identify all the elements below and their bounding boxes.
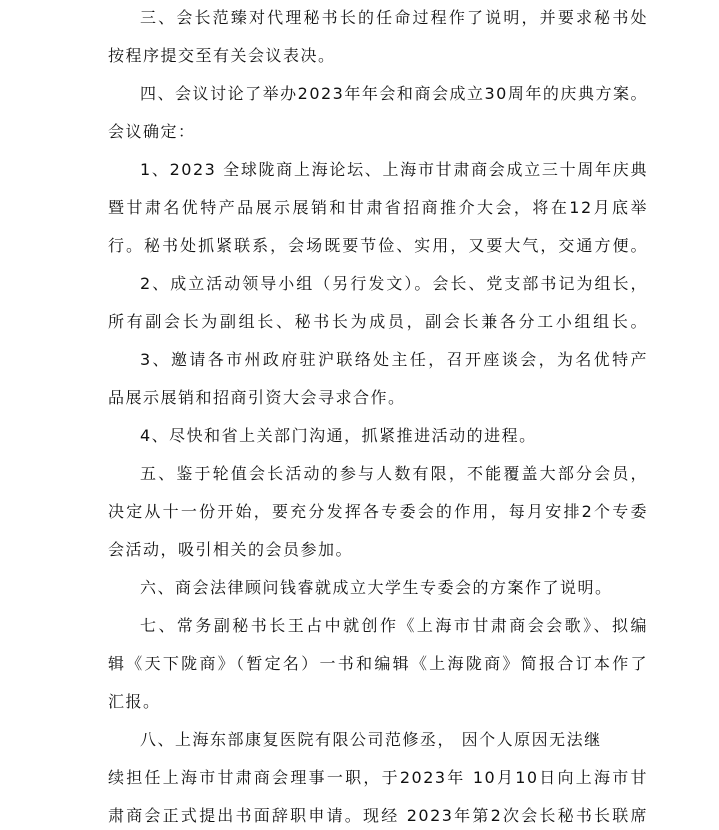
paragraph-5-line-3: 会活动，吸引相关的会员参加。	[108, 540, 354, 559]
paragraph-5-line-1: 五、鉴于轮值会长活动的参与人数有限，不能覆盖大部分会员，	[140, 464, 648, 483]
item-2-line-2: 所有副会长为副组长、秘书长为成员，副会长兼各分工小组组长。	[108, 312, 648, 331]
paragraph-6-line-1: 六、商会法律顾问钱睿就成立大学生专委会的方案作了说明。	[140, 578, 613, 597]
paragraph-7-line-1: 七、常务副秘书长王占中就创作《上海市甘肃商会会歌》、拟编	[140, 616, 648, 635]
item-3-line-2: 品展示展销和招商引资大会寻求合作。	[108, 388, 406, 407]
item-1-line-2: 暨甘肃名优特产品展示展销和甘肃省招商推介大会，将在12月底举	[108, 198, 648, 217]
paragraph-8-line-1: 八、上海东部康复医院有限公司范修丞， 因个人原因无法继	[140, 730, 602, 749]
paragraph-7-line-3: 汇报。	[108, 692, 161, 711]
paragraph-7-line-2: 辑《天下陇商》（暂定名）一书和编辑《上海陇商》简报合订本作了	[108, 654, 648, 673]
paragraph-4-line-2: 会议确定：	[108, 122, 196, 141]
paragraph-3-line-1: 三、会长范臻对代理秘书长的任命过程作了说明，并要求秘书处	[140, 8, 648, 27]
item-2-line-1: 2、成立活动领导小组（另行发文）。会长、党支部书记为组长，	[140, 274, 648, 293]
item-1-line-3: 行。秘书处抓紧联系，会场既要节俭、实用，又要大气，交通方便。	[108, 236, 648, 255]
paragraph-8-line-3: 肃商会正式提出书面辞职申请。现经 2023年第2次会长秘书长联席	[108, 806, 648, 825]
paragraph-3-line-2: 按程序提交至有关会议表决。	[108, 46, 336, 65]
item-4-line-1: 4、尽快和省上关部门沟通，抓紧推进活动的进程。	[140, 426, 537, 445]
paragraph-4-line-1: 四、会议讨论了举办2023年年会和商会成立30周年的庆典方案。	[140, 84, 648, 103]
item-1-line-1: 1、2023 全球陇商上海论坛、上海市甘肃商会成立三十周年庆典	[140, 160, 648, 179]
paragraph-8-line-2: 续担任上海市甘肃商会理事一职，于2023年 10月10日向上海市甘	[108, 768, 648, 787]
item-3-line-1: 3、邀请各市州政府驻沪联络处主任，召开座谈会，为名优特产	[140, 350, 648, 369]
paragraph-5-line-2: 决定从十一份开始，要充分发挥各专委会的作用，每月安排2个专委	[108, 502, 648, 521]
